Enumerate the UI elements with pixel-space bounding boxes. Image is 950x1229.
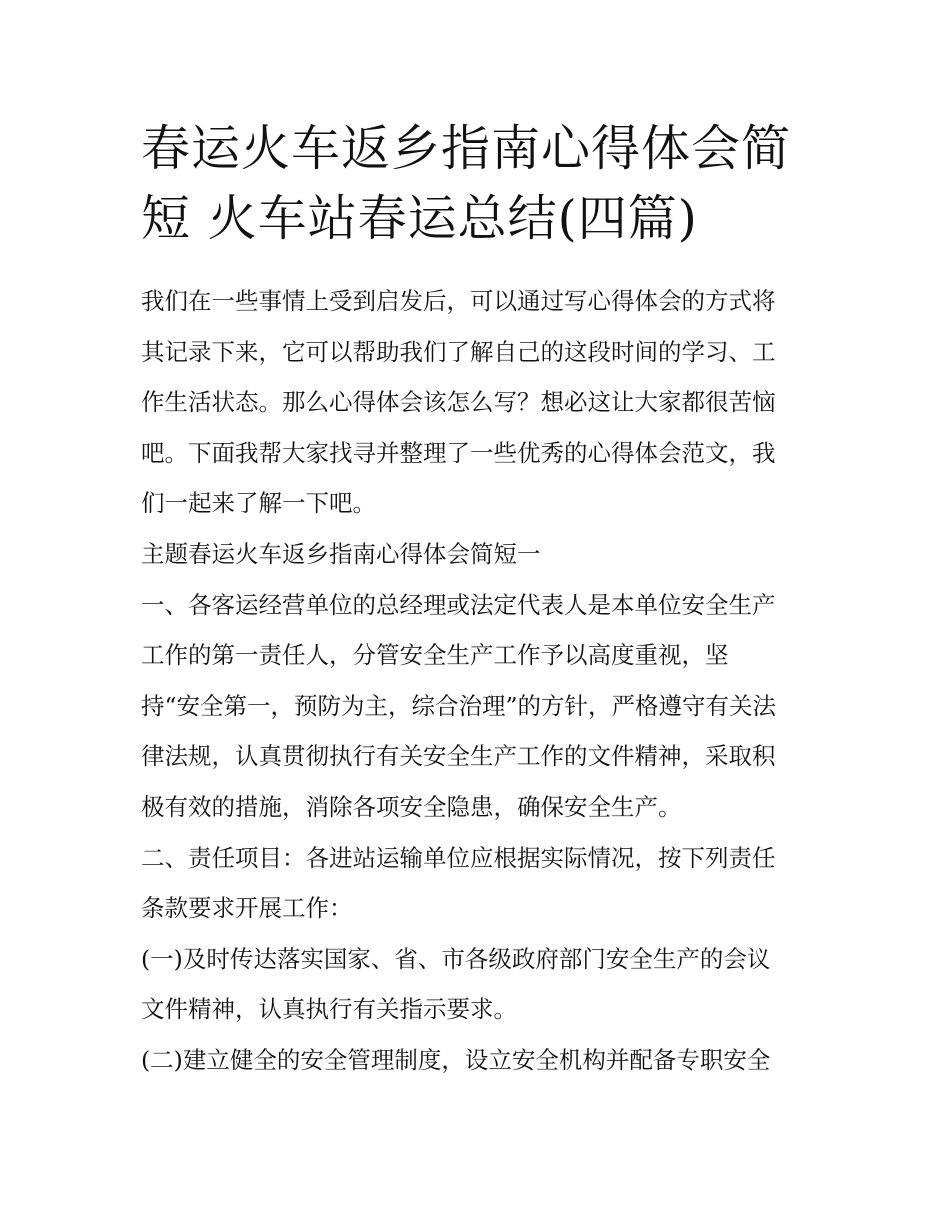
body-line: 们一起来了解一下吧。 (141, 489, 376, 518)
document-title (141, 114, 811, 254)
body-line: 二、责任项目：各进站运输单位应根据实际情况，按下列责任 (141, 843, 776, 872)
body-line: 作生活状态。那么心得体会该怎么写？想必这让大家都很苦恼 (141, 388, 776, 417)
document-body (141, 276, 811, 1086)
document-content (141, 114, 811, 1086)
section-heading: 主题春运火车返乡指南心得体会简短一 (141, 539, 541, 568)
title-line: 短 火车站春运总结(四篇) (141, 190, 698, 247)
body-line: (一)及时传达落实国家、省、市各级政府部门安全生产的会议 (141, 944, 771, 973)
body-line: (二)建立健全的安全管理制度，设立安全机构并配备专职安全 (141, 1045, 771, 1074)
body-line: 其记录下来，它可以帮助我们了解自己的这段时间的学习、工 (141, 337, 776, 366)
body-line: 工作的第一责任人，分管安全生产工作予以高度重视，坚 (141, 641, 729, 670)
body-line: 文件精神，认真执行有关指示要求。 (141, 995, 517, 1024)
body-line: 一、各客运经营单位的总经理或法定代表人是本单位安全生产 (141, 590, 776, 619)
body-line: 律法规，认真贯彻执行有关安全生产工作的文件精神，采取积 (141, 742, 776, 771)
body-line: 吧。下面我帮大家找寻并整理了一些优秀的心得体会范文，我 (141, 438, 776, 467)
body-line: 条款要求开展工作： (141, 894, 353, 923)
body-line: 持“安全第一，预防为主，综合治理”的方针，严格遵守有关法 (141, 691, 777, 720)
body-line: 极有效的措施，消除各项安全隐患，确保安全生产。 (141, 792, 682, 821)
body-line: 我们在一些事情上受到启发后，可以通过写心得体会的方式将 (141, 287, 776, 315)
title-line: 春运火车返乡指南心得体会简 (141, 120, 792, 177)
